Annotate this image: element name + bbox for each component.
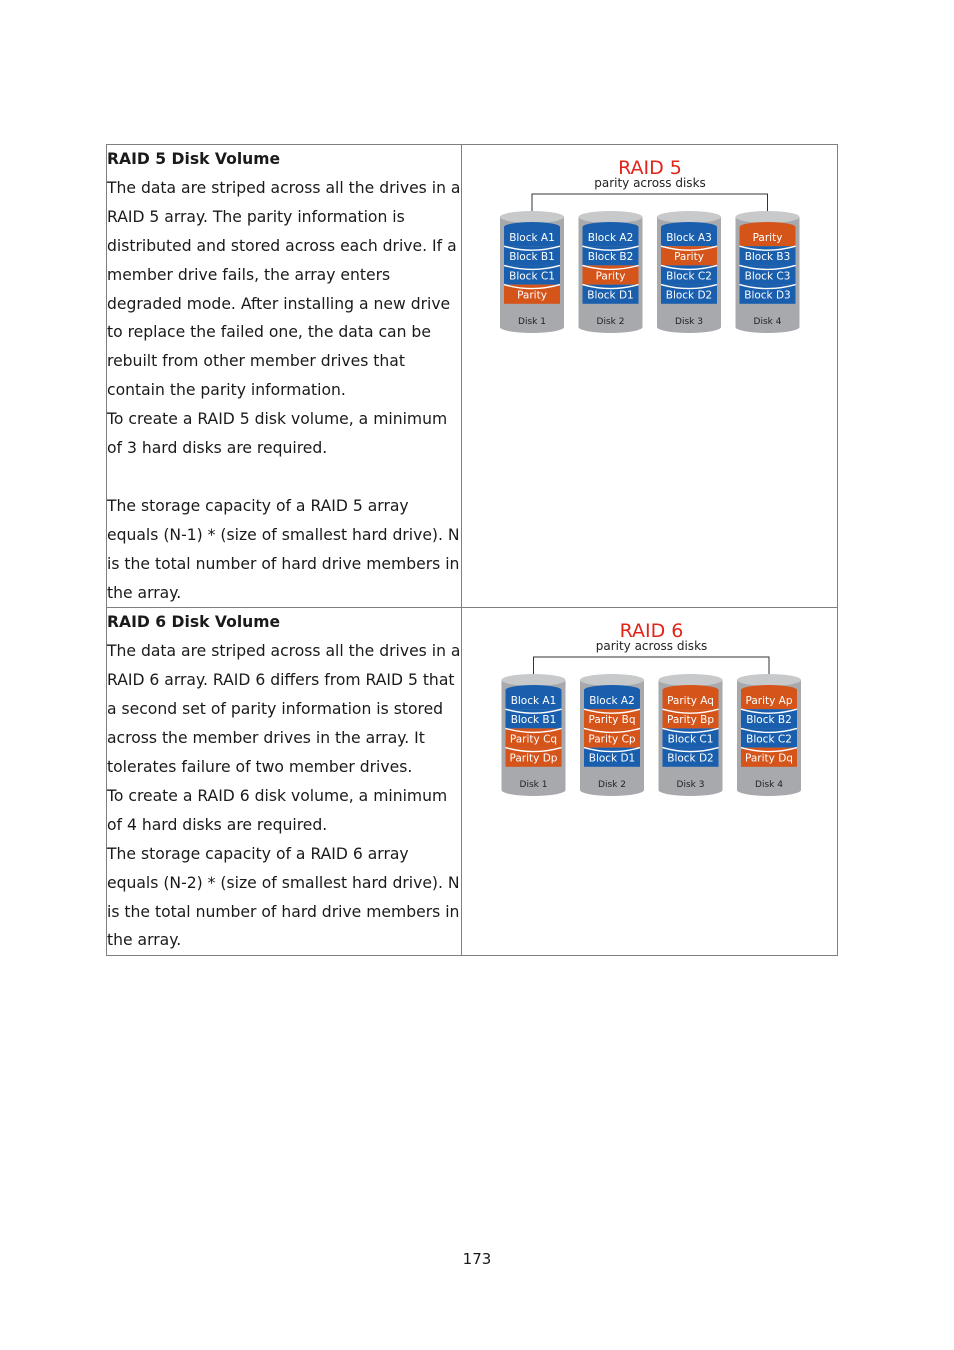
disk-top: [502, 674, 566, 686]
diagram-subtitle: parity across disks: [594, 176, 706, 190]
raid5-paragraph: The data are striped across all the drives in a RAID 5 array. The parity information is distributed and stored across each drive. If a member drive fails, the array enters degraded mode. After installing a new drive to replace the failed one, the data can be rebuilt from other member drives that contain the parity information.: [107, 178, 461, 400]
block-label: Parity: [752, 232, 783, 244]
connector-line: [534, 657, 770, 674]
diagram-title: RAID 5: [618, 157, 682, 179]
raid5-description-cell: [107, 145, 462, 608]
disk-label: Disk 4: [753, 317, 782, 327]
block-label: Parity Cq: [509, 733, 558, 746]
block-label: Block A2: [589, 695, 635, 708]
block-label: Parity Bq: [588, 714, 636, 727]
raid5-figure-cell: [462, 145, 838, 608]
block-label: Parity: [674, 251, 704, 264]
raid6-row: [107, 608, 838, 956]
raid6-paragraph: The storage capacity of a RAID 6 array equals (N-2) * (size of smallest hard drive). N is the total number of hard drive members in the array.: [107, 844, 460, 950]
disk-top: [736, 211, 800, 223]
block-label: Block D1: [588, 753, 636, 766]
block-label: Block A3: [666, 232, 712, 244]
disk-top: [580, 674, 644, 686]
disk-label: Disk 3: [676, 780, 705, 791]
disk-label: Disk 1: [519, 780, 548, 791]
disk-top: [657, 211, 721, 223]
disk-top: [659, 674, 723, 686]
raid5-paragraph: The storage capacity of a RAID 5 array equals (N-1) * (size of smallest hard drive). N is the total number of hard drive members in the array.: [107, 496, 460, 602]
block-label: Block A1: [510, 695, 557, 708]
block-label: Parity Aq: [667, 695, 714, 708]
block-label: Block B2: [746, 714, 792, 727]
raid6-heading: RAID 6 Disk Volume: [107, 613, 281, 632]
raid6-description-cell: [107, 608, 462, 956]
block-label: Parity Bp: [666, 714, 715, 727]
disk-label: Disk 4: [755, 780, 783, 791]
block-label: Block C2: [746, 733, 792, 746]
raid-levels-table: [106, 144, 838, 956]
connector-line: [532, 194, 768, 211]
raid6-diagram: [462, 608, 837, 808]
block-label: Parity: [595, 270, 626, 283]
disk-label: Disk 2: [598, 780, 626, 791]
disk-label: Disk 3: [675, 317, 703, 327]
block-label: Parity: [517, 289, 547, 302]
block-label: Block B2: [587, 251, 634, 264]
disk-label: Disk 1: [518, 317, 546, 327]
block-label: Block A1: [509, 232, 555, 244]
raid6-paragraph: The data are striped across all the drives in a RAID 6 array. RAID 6 differs from RAID 5 that a second set of parity information is stored across the member drives in the array. It tolerates failure of two member drives.: [107, 642, 461, 777]
block-label: Parity Dp: [509, 753, 558, 766]
disk-top: [737, 674, 801, 686]
disk-top: [500, 211, 564, 223]
disk-top: [579, 211, 643, 223]
block-label: Block C1: [667, 733, 714, 746]
raid5-row: [107, 145, 838, 608]
block-label: Block D3: [744, 289, 791, 302]
raid5-paragraph: To create a RAID 5 disk volume, a minimum of 3 hard disks are required.: [107, 410, 448, 458]
raid5-heading: RAID 5 Disk Volume: [107, 150, 281, 168]
paragraph-spacer: [107, 463, 461, 492]
block-label: Block C3: [744, 270, 791, 283]
page-number: 173: [462, 1250, 492, 1268]
block-label: Block C1: [509, 270, 555, 283]
block-label: Block B3: [744, 251, 791, 264]
raid5-diagram: [462, 145, 837, 345]
block-label: Block D2: [667, 753, 714, 766]
block-label: Parity Dq: [745, 753, 793, 766]
block-label: Block A2: [587, 232, 634, 244]
raid6-figure-cell: [462, 608, 838, 956]
block-label: Block D1: [587, 289, 634, 302]
raid6-paragraph: To create a RAID 6 disk volume, a minimum of 4 hard disks are required.: [107, 786, 448, 834]
block-label: Parity Ap: [745, 695, 793, 708]
diagram-subtitle: parity across disks: [595, 639, 708, 654]
block-label: Block C2: [666, 270, 712, 283]
block-label: Block B1: [510, 714, 557, 727]
block-label: Block B1: [509, 251, 555, 264]
block-label: Block D2: [665, 289, 713, 302]
disk-label: Disk 2: [596, 317, 625, 327]
diagram-title: RAID 6: [619, 620, 684, 643]
block-label: Parity Cp: [588, 733, 636, 746]
